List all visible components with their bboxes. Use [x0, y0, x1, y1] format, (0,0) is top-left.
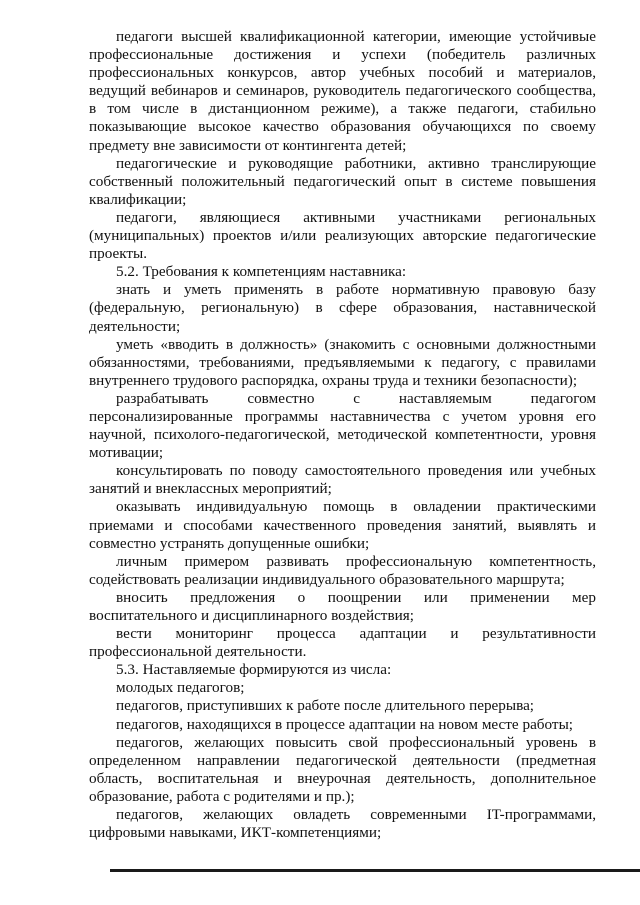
- list-item-it-teachers: педагогов, желающих овладеть современными IT-программами, цифровыми навыками, ИКТ-компетенциями;: [89, 806, 596, 842]
- section-heading-5-3: 5.3. Наставляемые формируются из числа:: [116, 661, 392, 679]
- section-heading-5-2: 5.2. Требования к компетенциям наставника:: [116, 263, 407, 281]
- paragraph-project-participants: педагоги, являющиеся активными участниками региональных (муниципальных) проектов и/или реализующих авторские педагогические проекты.: [89, 208, 596, 263]
- list-item-adapting-teachers: педагогов, находящихся в процессе адаптации на новом месте работы;: [116, 715, 573, 733]
- paragraph-monitoring: вести мониторинг процесса адаптации и результативности профессиональной деятельности.: [89, 625, 596, 661]
- paragraph-managers: педагогические и руководящие работники, активно транслирующие собственный положительный педагогический опыт в системе повышения квалификации;: [89, 154, 596, 208]
- list-item-upskilling-teachers: педагогов, желающих повысить свой профессиональный уровень в определенном направлении педагогической деятельности (предметная область, воспитательная и внеурочная деятельность, дополнительное образование, работа с родителями и пр.);: [89, 733, 596, 805]
- paragraph-know-regulations: знать и уметь применять в работе нормативную правовую базу (федеральную, региональную) в сфере образования, наставнической деятельности;: [89, 281, 596, 335]
- paragraph-proposals: вносить предложения о поощрении или применении мер воспитательного и дисциплинарного воздействия;: [89, 588, 596, 624]
- paragraph-personal-example: личным примером развивать профессиональную компетентность, содействовать реализации индивидуального образовательного маршрута;: [89, 552, 596, 588]
- paragraph-induction: уметь «вводить в должность» (знакомить с основными должностными обязанностями, требованиями, предъявляемыми к педагогу, с правилами внутреннего трудового распорядка, охраны труда и техники безопасности);: [89, 335, 596, 389]
- paragraph-consult: консультировать по поводу самостоятельного проведения или учебных занятий и внеклассных мероприятий;: [89, 462, 596, 498]
- paragraph-develop-programs: разрабатывать совместно с наставляемым педагогом персонализированные программы наставничества с учетом уровня его научной, психолого-педагогической, методической компетентности, уровня мотивации;: [89, 389, 596, 462]
- paragraph-qualified-teachers: педагоги высшей квалификационной категории, имеющие устойчивые профессиональные достижения и успехи (победитель различных профессиональных конкурсов, автор учебных пособий и материалов, ведущий вебинаров и семинаров, руководитель педагогического сообщества, в том числе в дистанционном режиме), а также педагоги, стабильно показывающие высокое качество образования обучающихся по своему предмету вне зависимости от контингента детей;: [89, 28, 596, 154]
- list-item-returning-teachers: педагогов, приступивших к работе после длительного перерыва;: [116, 697, 535, 715]
- list-item-young-teachers: молодых педагогов;: [116, 679, 245, 697]
- scan-edge-line: [110, 869, 640, 872]
- document-page: [89, 28, 596, 842]
- paragraph-individual-help: оказывать индивидуальную помощь в овладении практическими приемами и способами качественного проведения занятий, выявлять и совместно устранять допущенные ошибки;: [89, 498, 596, 552]
